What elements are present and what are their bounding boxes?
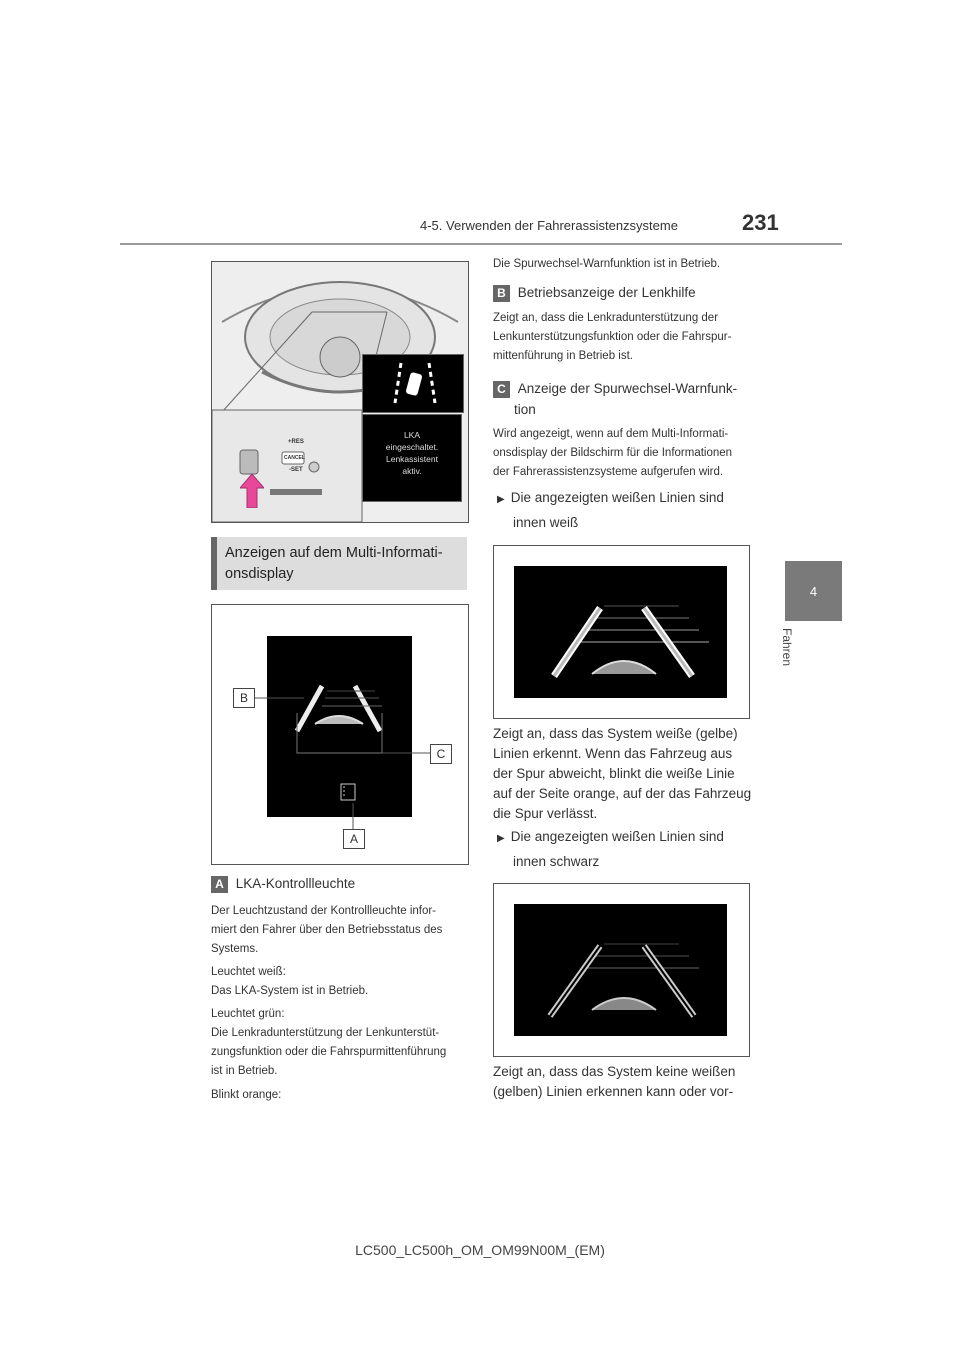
text-line: Die angezeigten weißen Linien sind — [510, 829, 724, 844]
text-line: Das LKA-System ist in Betrieb. — [211, 985, 369, 997]
desc-white-inside — [493, 724, 753, 824]
text-line: Die Lenkradunterstützung der Lenkunterstüt- — [211, 1027, 440, 1039]
lka-message-line: LKA — [403, 430, 421, 440]
text-line: der Spur abweicht, blinkt die weiße Linie — [493, 766, 735, 781]
multi-info-display-figure — [211, 604, 469, 865]
item-a-para4: Blinkt orange: — [211, 1089, 282, 1101]
page-number: 231 — [742, 210, 779, 235]
item-b-heading — [493, 285, 696, 302]
lane-lines-white-graphic — [514, 566, 727, 698]
chapter-label — [770, 628, 810, 688]
callout-b: B — [233, 688, 255, 708]
item-c-heading — [493, 378, 737, 420]
item-b-title: Betriebsanzeige der Lenkhilfe — [517, 285, 696, 300]
running-header: 4-5. Verwenden der Fahrerassistenzsysteme — [420, 218, 678, 233]
text-line: Lenkunterstützungsfunktion oder die Fahrspur- — [493, 331, 732, 343]
lka-icon-panel — [362, 354, 464, 413]
text-line: die Spur verlässt. — [493, 806, 598, 821]
item-a-heading — [211, 876, 355, 893]
text-line: Zeigt an, dass die Lenkradunterstützung der — [493, 312, 719, 324]
text-line: onsdisplay der Bildschirm für die Informationen — [493, 447, 733, 459]
section-heading-line: onsdisplay — [225, 566, 294, 582]
desc-black-inside — [493, 1062, 753, 1102]
lka-lane-icon — [363, 355, 463, 412]
item-c-text — [493, 425, 753, 482]
callout-leaders — [212, 605, 468, 864]
text-line: Leuchtet grün: — [211, 1008, 285, 1020]
text-line: Der Leuchtzustand der Kontrollleuchte infor- — [211, 905, 437, 917]
chapter-label-text: Fahren — [780, 628, 794, 667]
item-a-para2 — [211, 963, 467, 1001]
bullet-white-inside — [497, 488, 757, 533]
text-line: Zeigt an, dass das System keine weißen — [493, 1064, 736, 1079]
callout-a: A — [343, 829, 365, 849]
bullet-triangle-icon: ▶ — [497, 494, 505, 505]
bullet-triangle-icon: ▶ — [497, 833, 505, 844]
lka-message-line: Lenkassistent — [386, 454, 438, 464]
lane-display-black-screen — [514, 904, 727, 1036]
lane-lines-black-graphic — [514, 904, 727, 1036]
chapter-tab: 4 — [785, 561, 842, 621]
item-c-title-line2: tion — [514, 402, 536, 417]
set-label: -SET — [289, 467, 303, 473]
lka-message-panel — [362, 414, 462, 502]
text-line: Leuchtet weiß: — [211, 966, 286, 978]
res-label: +RES — [288, 439, 304, 445]
section-heading — [211, 537, 467, 590]
item-a-para3 — [211, 1005, 467, 1081]
lka-message-line: eingeschaltet. — [385, 442, 439, 452]
item-c-letter: C — [493, 381, 510, 398]
cancel-label: CANCEL — [284, 455, 305, 461]
text-line: innen schwarz — [513, 854, 600, 869]
lane-display-white-screen — [514, 566, 727, 698]
text-line: Zeigt an, dass das System weiße (gelbe) — [493, 726, 738, 741]
item-b-letter: B — [493, 285, 510, 302]
document-code: LC500_LC500h_OM_OM99N00M_(EM) — [355, 1242, 605, 1258]
item-a-letter: A — [211, 876, 228, 893]
text-line: zungsfunktion oder die Fahrspurmittenführung — [211, 1046, 447, 1058]
text-line: Wird angezeigt, wenn auf dem Multi-Informati- — [493, 428, 729, 440]
text-line: innen weiß — [513, 515, 579, 530]
item-c-title-line1: Anzeige der Spurwechsel-Warnfunk- — [517, 381, 738, 396]
text-line: Systems. — [211, 943, 259, 955]
section-heading-line: Anzeigen auf dem Multi-Informati- — [225, 545, 443, 561]
text-line: ist in Betrieb. — [211, 1065, 278, 1077]
header-rule — [120, 243, 842, 245]
text-line: der Fahrerassistenzsysteme aufgerufen wird. — [493, 466, 724, 478]
item-a-para1 — [211, 902, 467, 959]
text-line: Die angezeigten weißen Linien sind — [510, 490, 724, 505]
item-b-text — [493, 309, 753, 366]
intro-text: Die Spurwechsel-Warnfunktion ist in Betrieb. — [493, 258, 721, 270]
bullet-black-inside — [497, 827, 757, 872]
text-line: Linien erkennt. Wenn das Fahrzeug aus — [493, 746, 733, 761]
callout-c: C — [430, 744, 452, 764]
text-line: miert den Fahrer über den Betriebsstatus des — [211, 924, 443, 936]
arrow-up-icon — [240, 474, 264, 508]
text-line: (gelben) Linien erkennen kann oder vor- — [493, 1084, 734, 1099]
text-line: mittenführung in Betrieb ist. — [493, 350, 633, 362]
lka-message-line: aktiv. — [402, 466, 422, 476]
text-line: auf der Seite orange, auf der das Fahrzeug — [493, 786, 752, 801]
steering-wheel-figure — [211, 261, 469, 523]
lane-display-black-figure — [493, 883, 750, 1057]
lane-display-white-figure — [493, 545, 750, 719]
item-a-title: LKA-Kontrollleuchte — [235, 876, 356, 891]
